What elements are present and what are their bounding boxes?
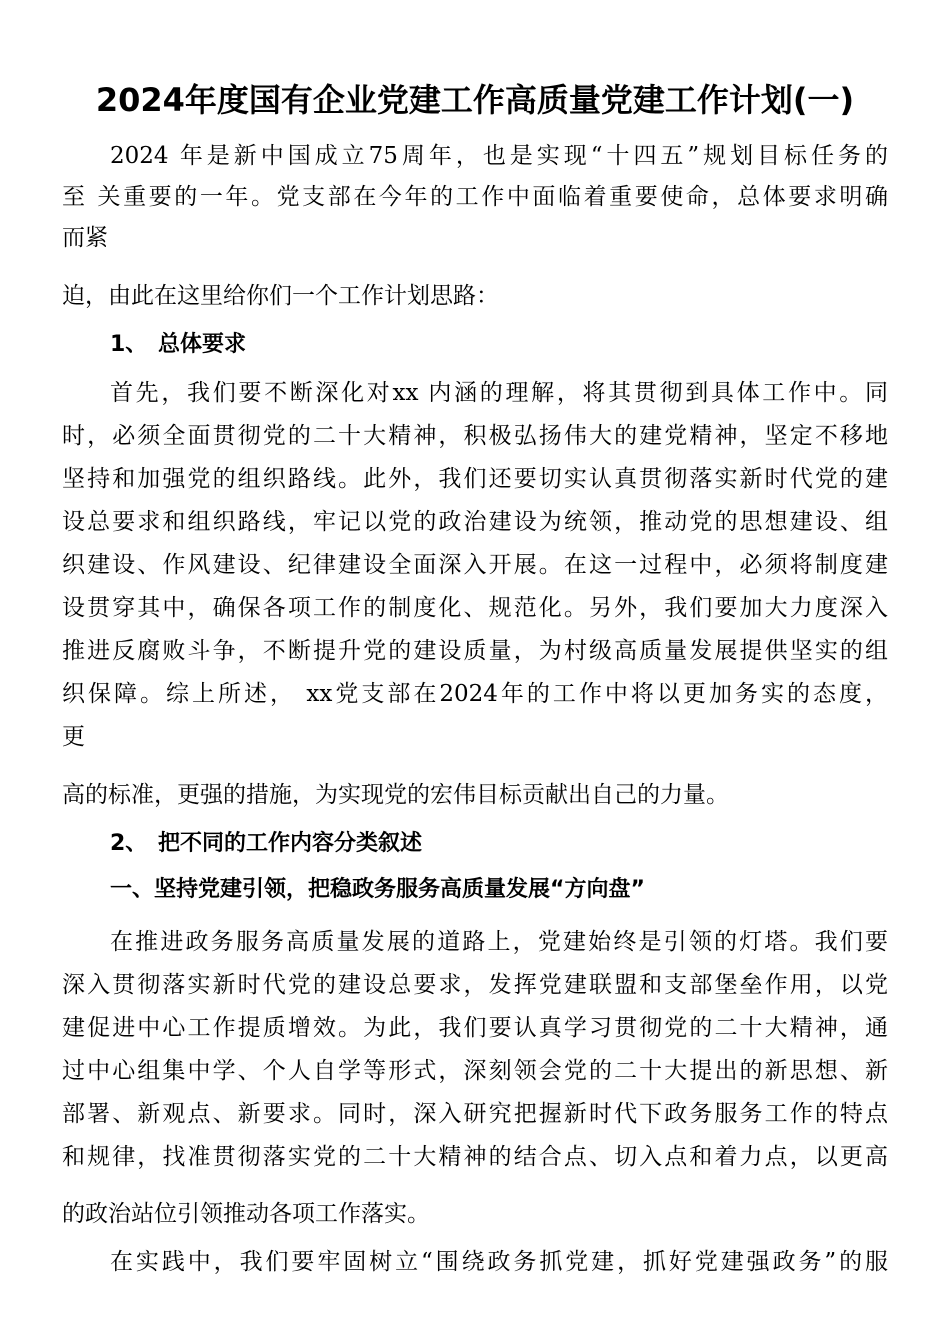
document-title: 2024年度国有企业党建工作高质量党建工作计划(一) [95, 81, 855, 119]
section-1-heading [110, 328, 246, 362]
intro-line-1: 2024 年是新中国成立75周年，也是实现“十四五”规划目标任务的 [110, 143, 888, 169]
section-2-p1-line-2: 深入贯彻落实新时代党的建设总要求，发挥党建联盟和支部堡垒作用，以党 [62, 972, 888, 998]
section-2-p1-line-4: 过中心组集中学、个人自学等形式，深刻领会党的二十大提出的新思想、新 [62, 1058, 888, 1084]
section-1-line-6: 设贯穿其中，确保各项工作的制度化、规范化。另外，我们要加大力度深入 [62, 595, 888, 621]
section-2-subheading: 一、坚持党建引领，把稳政务服务高质量发展“方向盘” [110, 877, 645, 902]
section-1-line-3: 坚持和加强党的组织路线。此外，我们还要切实认真贯彻落实新时代党的建 [62, 466, 888, 492]
section-1-line-10: 高的标准，更强的措施，为实现党的宏伟目标贡献出自己的力量。 [62, 782, 729, 808]
section-1-line-7: 推进反腐败斗争，不断提升党的建设质量，为村级高质量发展提供坚实的组 [62, 638, 888, 664]
section-1-line-5: 织建设、作风建设、纪律建设全面深入开展。在这一过程中，必须将制度建 [62, 552, 888, 578]
section-1-title: 总体要求 [158, 332, 247, 357]
intro-line-2: 至 关重要的一年。党支部在今年的工作中面临着重要使命，总体要求明确 [62, 184, 888, 210]
section-2-p1-line-6: 和规律，找准贯彻落实党的二十大精神的结合点、切入点和着力点，以更高 [62, 1144, 888, 1170]
section-1-line-8: 织保障。综上所述， xx党支部在2024年的工作中将以更加务实的态度， [62, 681, 888, 707]
section-2-heading [110, 827, 422, 861]
section-1-line-4: 设总要求和组织路线，牢记以党的政治建设为统领，推动党的思想建设、组 [62, 509, 888, 535]
section-2-p2-line-1: 在实践中，我们要牢固树立“围绕政务抓党建，抓好党建强政务”的服 [110, 1249, 888, 1275]
intro-line-3: 而紧 [62, 225, 108, 251]
section-1-line-2: 时，必须全面贯彻党的二十大精神，积极弘扬伟大的建党精神，坚定不移地 [62, 423, 888, 449]
section-2-number: 2、 [110, 831, 148, 856]
section-2-p1-line-5: 部署、新观点、新要求。同时，深入研究把握新时代下政务服务工作的特点 [62, 1101, 888, 1127]
section-1-line-1: 首先，我们要不断深化对xx 内涵的理解，将其贯彻到具体工作中。同 [110, 380, 888, 406]
section-1-line-9: 更 [62, 724, 85, 750]
intro-line-4: 迫，由此在这里给你们一个工作计划思路： [62, 283, 499, 309]
section-2-p1-line-1: 在推进政务服务高质量发展的道路上，党建始终是引领的灯塔。我们要 [110, 929, 888, 955]
section-1-number: 1、 [110, 332, 148, 357]
section-2-p1-line-3: 建促进中心工作提质增效。为此，我们要认真学习贯彻党的二十大精神，通 [62, 1015, 888, 1041]
section-2-title: 把不同的工作内容分类叙述 [158, 831, 423, 856]
section-2-p1-line-7: 的政治站位引领推动各项工作落实。 [62, 1201, 430, 1227]
